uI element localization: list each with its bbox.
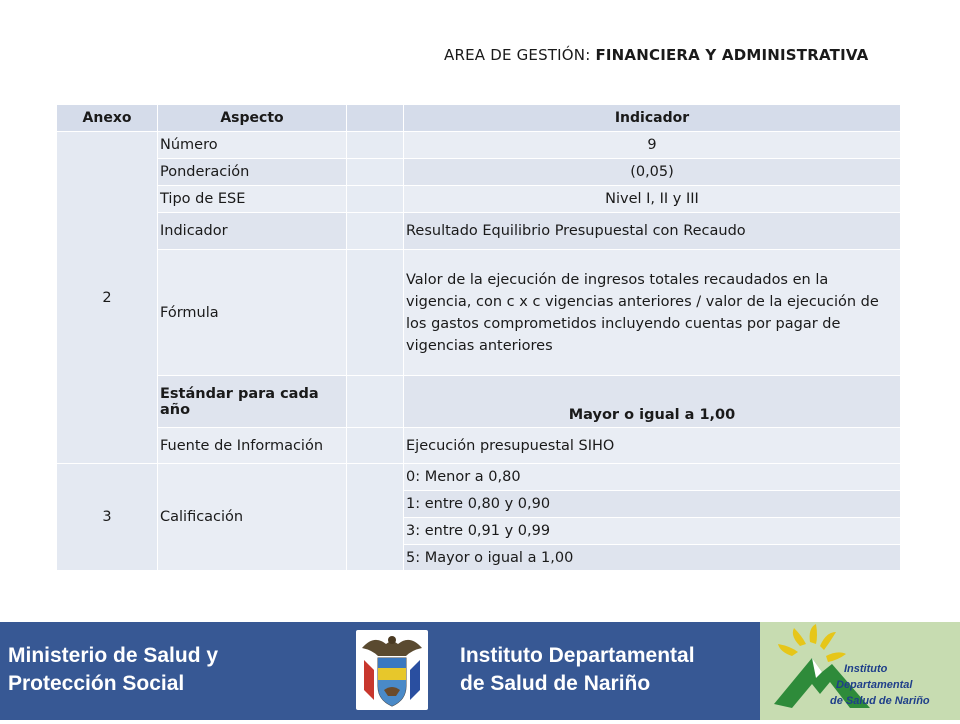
- col-header-aspecto: Aspecto: [158, 105, 347, 132]
- blank-cell: [347, 428, 404, 464]
- coat-of-arms-icon: [356, 630, 428, 710]
- area-title: [444, 46, 904, 64]
- aspecto-cell: Fuente de Información: [158, 428, 347, 464]
- instituto-line-1: Instituto Departamental: [460, 644, 695, 667]
- ministerio-name: [8, 642, 218, 698]
- estandar-cell: Mayor o igual a 1,00: [404, 376, 901, 428]
- calificacion-level: 0: Menor a 0,80: [404, 464, 901, 491]
- indicador-cell: Ejecución presupuestal SIHO: [404, 428, 901, 464]
- logo-line-3: de Salud de Nariño: [830, 695, 930, 707]
- aspecto-cell: Calificación: [158, 464, 347, 571]
- table-header-row: [57, 105, 901, 132]
- aspecto-cell: Tipo de ESE: [158, 186, 347, 213]
- blank-cell: [347, 159, 404, 186]
- blank-cell: [347, 213, 404, 250]
- logo-line-1: Instituto: [844, 663, 888, 675]
- calificacion-level: 3: entre 0,91 y 0,99: [404, 518, 901, 545]
- aspecto-cell: Fórmula: [158, 250, 347, 376]
- table-row: [57, 464, 901, 491]
- indicator-table: [56, 104, 901, 571]
- indicador-cell: (0,05): [404, 159, 901, 186]
- table-row: [57, 213, 901, 250]
- instituto-line-2: de Salud de Nariño: [460, 672, 651, 695]
- blank-cell: [347, 464, 404, 571]
- blank-cell: [347, 250, 404, 376]
- col-header-blank: [347, 105, 404, 132]
- logo-line-2: Departamental: [836, 679, 913, 691]
- ministerio-line-2: Protección Social: [8, 672, 185, 695]
- blank-cell: [347, 186, 404, 213]
- aspecto-cell: Ponderación: [158, 159, 347, 186]
- table-row: [57, 132, 901, 159]
- area-value: FINANCIERA Y ADMINISTRATIVA: [595, 46, 869, 64]
- aspecto-cell: Número: [158, 132, 347, 159]
- calificacion-level: 1: entre 0,80 y 0,90: [404, 491, 901, 518]
- table-row: [57, 376, 901, 428]
- area-label: AREA DE GESTIÓN:: [444, 46, 596, 64]
- table-row: [57, 186, 901, 213]
- table-row: [57, 250, 901, 376]
- ministerio-line-1: Ministerio de Salud y: [8, 644, 219, 667]
- indicador-cell: Resultado Equilibrio Presupuestal con Recaudo: [404, 213, 901, 250]
- indicador-cell: Nivel I, II y III: [404, 186, 901, 213]
- footer-bar: [0, 622, 960, 720]
- anexo-cell: 2: [57, 132, 158, 464]
- instituto-name: [460, 642, 695, 698]
- instituto-logo: [760, 622, 960, 720]
- blank-cell: [347, 132, 404, 159]
- table-row: [57, 428, 901, 464]
- anexo-cell: 3: [57, 464, 158, 571]
- aspecto-cell: Indicador: [158, 213, 347, 250]
- indicador-cell: 9: [404, 132, 901, 159]
- table-row: [57, 159, 901, 186]
- aspecto-cell: Estándar para cada año: [158, 376, 347, 428]
- formula-cell: Valor de la ejecución de ingresos totales recaudados en la vigencia, con c x c vigencias anteriores / valor de la ejecución de los gastos comprometidos incluyendo cuentas por pagar de vigencias anteriores: [404, 250, 901, 376]
- calificacion-level: 5: Mayor o igual a 1,00: [404, 545, 901, 571]
- col-header-indicador: Indicador: [404, 105, 901, 132]
- blank-cell: [347, 376, 404, 428]
- col-header-anexo: Anexo: [57, 105, 158, 132]
